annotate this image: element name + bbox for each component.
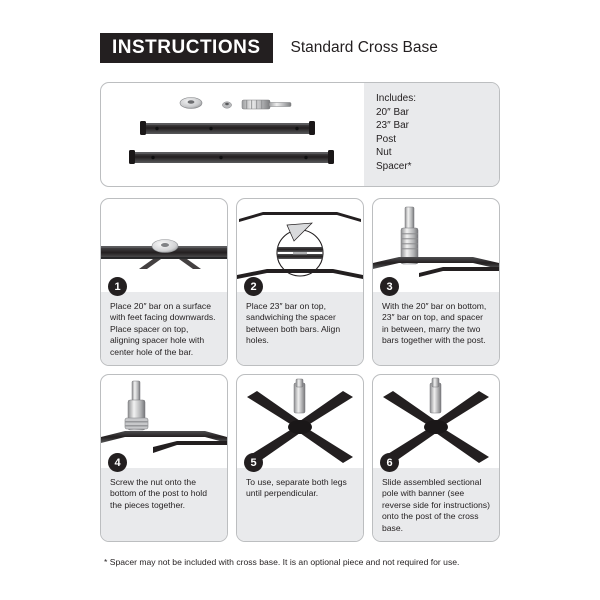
post-part (242, 100, 291, 109)
bar-20-part (140, 121, 315, 135)
step-1-caption: Place 20″ bar on a surface with feet facing downwards. Place spacer on top, aligning spacer hole with center hole of the bar. (110, 301, 216, 357)
steps-row-2 (100, 374, 500, 542)
step-4-number: 4 (108, 453, 127, 472)
page-title: Standard Cross Base (290, 39, 438, 56)
step-2-caption-area (237, 292, 363, 365)
step-6 (372, 374, 500, 542)
includes-item-post: Post (376, 133, 397, 145)
bar-23-part (129, 150, 334, 164)
step-4 (100, 374, 228, 542)
step-1 (100, 198, 228, 366)
step-6-caption-area (373, 468, 499, 541)
step-1-caption-area (101, 292, 227, 365)
step-3 (372, 198, 500, 366)
step-2 (236, 198, 364, 366)
spacer-part (180, 98, 202, 109)
includes-item-bar23: 23″ Bar (376, 120, 410, 132)
includes-item-nut: Nut (376, 147, 392, 159)
parts-panel (100, 82, 500, 187)
step-3-number: 3 (380, 277, 399, 296)
step-5-caption-area (237, 468, 363, 541)
steps-grid (100, 198, 500, 550)
step-3-caption-area (373, 292, 499, 365)
step-4-caption: Screw the nut onto the bottom of the post to hold the pieces together. (110, 477, 207, 510)
includes-box (364, 83, 499, 186)
step-6-caption: Slide assembled sectional pole with banner (see reverse side for instructions) onto the post of the cross base. (382, 477, 490, 533)
header (100, 32, 500, 64)
steps-row-1 (100, 198, 500, 366)
step-5-caption: To use, separate both legs until perpendicular. (246, 477, 347, 499)
instructions-badge: INSTRUCTIONS (100, 33, 273, 63)
step-3-caption: With the 20″ bar on bottom, 23″ bar on top, and spacer in between, marry the two bars together with the post. (382, 301, 487, 346)
step-2-caption: Place 23″ bar on top, sandwiching the spacer between both bars. Align holes. (246, 301, 341, 346)
footnote: * Spacer may not be included with cross base. It is an optional piece and not required for use. (104, 557, 460, 567)
nut-part (222, 102, 231, 108)
step-4-caption-area (101, 468, 227, 541)
step-5 (236, 374, 364, 542)
step-6-number: 6 (380, 453, 399, 472)
exploded-parts-illustration (101, 83, 367, 186)
includes-label: Includes: (376, 93, 417, 104)
includes-item-bar20: 20″ Bar (376, 106, 410, 118)
includes-item-spacer: Spacer* (376, 160, 412, 172)
step-5-number: 5 (244, 453, 263, 472)
step-2-number: 2 (244, 277, 263, 296)
step-1-number: 1 (108, 277, 127, 296)
